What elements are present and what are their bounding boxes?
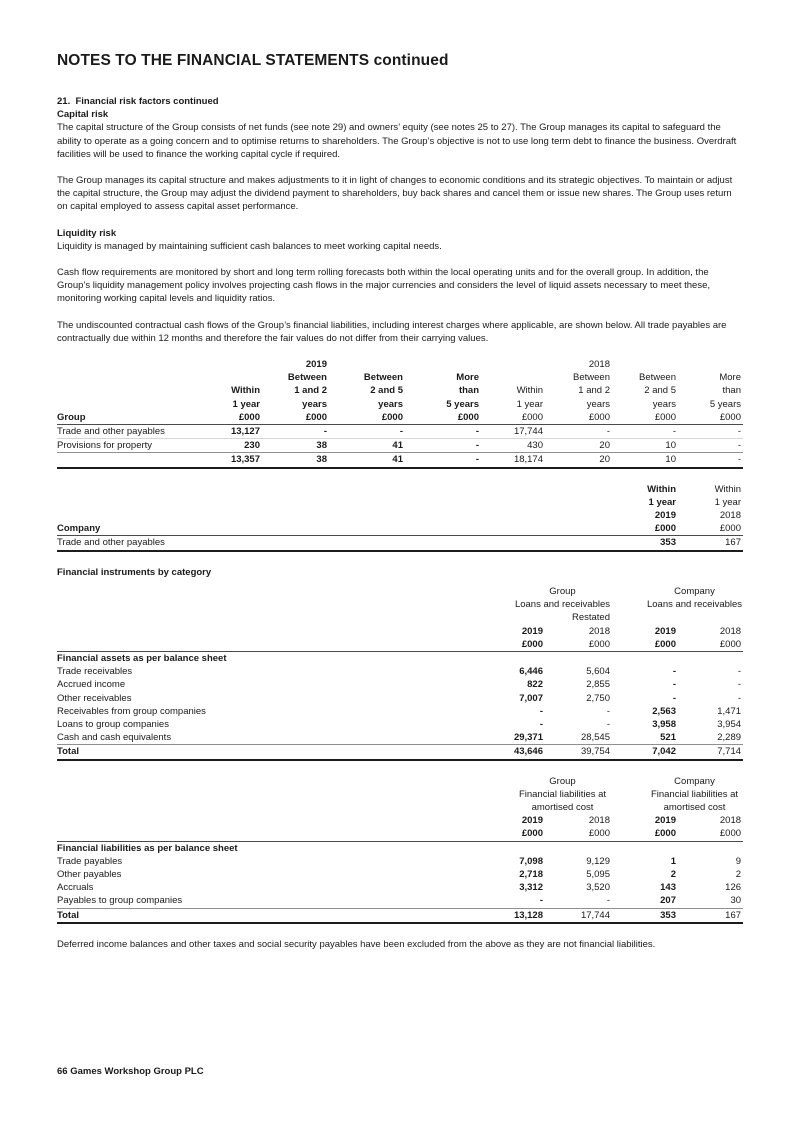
total-row <box>57 745 743 760</box>
cell-value: - <box>323 426 327 438</box>
column-header: £000 <box>545 411 612 425</box>
cell-value: 17,744 <box>545 908 612 923</box>
cell-value: - <box>399 426 403 438</box>
liquidity-paragraph-3: The undiscounted contractual cash flows of the Group’s financial liabilities, including interest charges where applicable, are shown below. All trade payables are contractually due within 12 months and therefore the fair values do not differ from their carrying values. <box>57 319 727 344</box>
header-row <box>57 398 743 411</box>
cell-value: 353 <box>660 537 676 549</box>
cell-value: - <box>672 666 676 678</box>
cell-value: 17,744 <box>513 426 543 438</box>
column-header: 2019 <box>521 625 543 637</box>
liquidity-risk-heading: Liquidity risk <box>57 227 117 239</box>
table-row <box>57 868 743 881</box>
column-header: Group <box>549 775 576 787</box>
column-header: Group <box>549 585 576 597</box>
column-header <box>57 814 479 827</box>
column-header: Company <box>674 775 715 787</box>
cell-value: 10 <box>612 453 678 468</box>
cell-value: 1 <box>670 855 676 867</box>
column-header <box>57 509 612 522</box>
section-row <box>57 651 743 665</box>
row-label: Trade and other payables <box>57 426 165 438</box>
column-header <box>57 775 479 788</box>
row-label: Other payables <box>57 868 122 880</box>
liquidity-paragraph-1: Liquidity is managed by maintaining sufficient cash balances to meet working capital needs. <box>57 240 442 252</box>
column-header: Loans and receivables <box>646 599 743 611</box>
column-header <box>57 496 612 509</box>
column-header <box>57 801 479 814</box>
column-header: 1 and 2 <box>578 385 610 397</box>
column-header: £000 <box>545 638 612 652</box>
cell-value: 521 <box>660 732 676 744</box>
header-row <box>57 585 743 598</box>
cell-value: - <box>737 679 742 691</box>
header-row <box>57 371 743 384</box>
cell-value: 7,007 <box>519 692 543 704</box>
company-liquidity-table <box>57 483 743 552</box>
cell-value: 126 <box>725 882 742 894</box>
column-header: 1 year <box>648 496 676 508</box>
capital-risk-heading: Capital risk <box>57 109 109 121</box>
cell-value: 143 <box>660 882 676 894</box>
cell-value: - <box>475 426 479 438</box>
cell-value: 20 <box>545 439 612 453</box>
column-header: 2018 <box>719 625 742 637</box>
cell-value: 822 <box>527 679 543 691</box>
column-header: amortised cost <box>663 801 726 813</box>
row-label: Other receivables <box>57 692 132 704</box>
row-label: Total <box>57 908 479 923</box>
cell-value: 167 <box>725 537 741 549</box>
column-header <box>195 358 262 371</box>
cell-value: 30 <box>730 895 742 907</box>
row-label: Trade payables <box>57 855 123 867</box>
cell-value: - <box>672 426 676 438</box>
table-row <box>57 894 743 908</box>
cell-value: - <box>678 439 743 453</box>
header-row <box>57 638 743 652</box>
column-header: Within <box>714 483 741 495</box>
table-row <box>57 678 743 691</box>
column-header: £000 <box>678 411 743 425</box>
table-row <box>57 665 743 678</box>
note-number-heading: 21. Financial risk factors continued <box>57 96 219 107</box>
column-header: More <box>719 372 741 384</box>
section-row <box>57 841 743 855</box>
column-header: Within <box>647 483 676 495</box>
column-header <box>405 358 481 371</box>
table-row <box>57 705 743 718</box>
cell-value: 7,714 <box>678 745 743 760</box>
total-row <box>57 453 743 468</box>
cell-value: 9 <box>735 855 742 867</box>
column-header <box>481 371 545 384</box>
column-header <box>481 358 545 371</box>
cell-value: 41 <box>329 453 405 468</box>
column-header: 2019 <box>521 815 543 827</box>
table-row <box>57 855 743 868</box>
column-header: £000 <box>612 522 678 536</box>
header-row <box>57 411 743 425</box>
column-header: £000 <box>405 411 481 425</box>
group-liquidity-table <box>57 358 743 469</box>
cell-value: - <box>405 439 481 453</box>
column-header: Between <box>573 372 610 384</box>
cell-value: 167 <box>678 908 743 923</box>
column-header: Between <box>363 372 403 384</box>
column-header <box>57 358 195 371</box>
cell-value: 13,127 <box>230 426 260 438</box>
column-header: £000 <box>195 411 262 425</box>
table-row <box>57 439 743 453</box>
cell-value: 1,471 <box>717 705 742 717</box>
column-header: £000 <box>678 522 743 536</box>
header-row <box>57 611 743 624</box>
cell-value: 38 <box>262 439 329 453</box>
cell-value: 3,520 <box>586 882 610 894</box>
table-row <box>57 692 743 705</box>
column-header: Company <box>57 522 612 536</box>
column-header: Within <box>516 385 543 397</box>
table-row <box>57 718 743 731</box>
cell-value: - <box>606 705 610 717</box>
column-header: 1 year <box>232 398 260 410</box>
table-row <box>57 536 743 551</box>
header-row <box>57 814 743 827</box>
cell-value: - <box>737 692 742 704</box>
financial-assets-table <box>57 585 743 761</box>
header-row <box>57 625 743 638</box>
cell-value: 3,954 <box>717 718 742 730</box>
column-header <box>57 384 195 397</box>
column-header: £000 <box>481 411 545 425</box>
column-header: 2018 <box>588 359 610 371</box>
column-header: 1 and 2 <box>294 385 327 397</box>
exclusion-note: Deferred income balances and other taxes and social security payables have been excluded from the above as they are not financial liabilities. <box>57 938 656 950</box>
cell-value: 2 <box>735 868 742 880</box>
financial-instruments-heading: Financial instruments by category <box>57 566 212 578</box>
cell-value: 18,174 <box>481 453 545 468</box>
column-header: Restated <box>571 612 610 624</box>
column-header: 2018 <box>719 510 741 522</box>
row-label: Loans to group companies <box>57 718 169 730</box>
header-row <box>57 598 743 611</box>
table-row <box>57 731 743 745</box>
cell-value: 13,128 <box>479 908 545 923</box>
cell-value: - <box>737 426 741 438</box>
cell-value: 10 <box>612 439 678 453</box>
cell-value: - <box>737 666 742 678</box>
column-header: Company <box>674 585 715 597</box>
column-header <box>57 611 479 624</box>
column-header: Financial liabilities at <box>650 788 739 800</box>
column-header <box>57 638 479 652</box>
column-header: 2018 <box>719 815 742 827</box>
column-header: More <box>456 372 479 384</box>
section-label: Financial liabilities as per balance sheet <box>57 842 238 854</box>
header-row <box>57 509 743 522</box>
header-row <box>57 801 743 814</box>
cell-value: - <box>672 679 676 691</box>
column-header: Within <box>231 385 260 397</box>
cell-value: 43,646 <box>479 745 545 760</box>
header-row <box>57 827 743 841</box>
column-header: 5 years <box>709 398 741 410</box>
cell-value: 5,095 <box>586 868 610 880</box>
cell-value: 7,098 <box>519 855 543 867</box>
column-header <box>57 398 195 411</box>
table-row <box>57 425 743 439</box>
cell-value: - <box>539 718 543 730</box>
column-header <box>329 358 405 371</box>
column-header: years <box>302 398 327 410</box>
row-label: Receivables from group companies <box>57 705 206 717</box>
liquidity-paragraph-2: Cash flow requirements are monitored by short and long term rolling forecasts both within the local operating units and for the overall group. In addition, the Group’s liquidity management policy involves projecting cash flows in the major currencies and considers the level of liquid assets necessary to meet these, monitoring working capital levels and liquidity ratios. <box>57 267 711 305</box>
column-header <box>479 611 545 624</box>
column-header: £000 <box>612 638 678 652</box>
cell-value: - <box>606 718 610 730</box>
table-row <box>57 881 743 894</box>
cell-value: 353 <box>612 908 678 923</box>
cell-value: 6,446 <box>519 666 543 678</box>
capital-risk-paragraph-1: The capital structure of the Group consists of net funds (see note 29) and owners’ equity (see notes 25 to 27). The Group manages its capital to safeguard the ability to operate as a going concern and to optimise returns to shareholders. The Group’s objective is not to use long term debt to finance the business. Overdraft facilities will be used to finance the working capital cycle if required. <box>57 122 737 160</box>
header-row <box>57 496 743 509</box>
row-label: Provisions for property <box>57 439 195 453</box>
column-header: £000 <box>479 638 545 652</box>
column-header <box>612 358 678 371</box>
cell-value: 7,042 <box>612 745 678 760</box>
cell-value: 38 <box>262 453 329 468</box>
header-row <box>57 483 743 496</box>
column-header: £000 <box>262 411 329 425</box>
cell-value: 2,563 <box>652 705 676 717</box>
cell-value: - <box>606 426 610 438</box>
column-header <box>57 483 612 496</box>
column-header: 2019 <box>305 359 327 371</box>
column-header: £000 <box>678 827 743 841</box>
column-header: £000 <box>545 827 612 841</box>
cell-value: 13,357 <box>195 453 262 468</box>
cell-value: 230 <box>195 439 262 453</box>
header-row <box>57 775 743 788</box>
cell-value: - <box>678 453 743 468</box>
header-row <box>57 788 743 801</box>
column-header: Between <box>287 372 327 384</box>
cell-value: - <box>405 453 481 468</box>
financial-liabilities-table <box>57 775 743 924</box>
page-title: NOTES TO THE FINANCIAL STATEMENTS continued <box>57 52 449 69</box>
column-header: 2019 <box>654 510 676 522</box>
column-header: 2 and 5 <box>644 385 676 397</box>
column-header <box>678 611 743 624</box>
cell-value: - <box>606 895 610 907</box>
cell-value: 2 <box>670 868 676 880</box>
cell-value: 29,371 <box>513 732 543 744</box>
cell-value: 3,312 <box>519 882 543 894</box>
cell-value: 2,289 <box>717 732 742 744</box>
row-label: Accrued income <box>57 679 126 691</box>
column-header: than <box>722 385 741 397</box>
column-header: than <box>458 385 479 397</box>
row-label: Total <box>57 745 479 760</box>
cell-value: 28,545 <box>580 732 610 744</box>
page-footer: 66 Games Workshop Group PLC <box>57 1066 204 1077</box>
header-row <box>57 358 743 371</box>
column-header <box>57 625 479 638</box>
cell-value: 20 <box>545 453 612 468</box>
column-header: Between <box>639 372 676 384</box>
total-row <box>57 908 743 923</box>
column-header: years <box>586 398 610 410</box>
column-header <box>612 611 678 624</box>
row-label: Payables to group companies <box>57 895 183 907</box>
column-header <box>57 598 479 611</box>
cell-value: - <box>539 895 543 907</box>
cell-value: 39,754 <box>545 745 612 760</box>
cell-value: 3,958 <box>652 718 676 730</box>
row-label <box>57 453 195 468</box>
cell-value: 2,718 <box>519 868 543 880</box>
row-label: Cash and cash equivalents <box>57 732 172 744</box>
column-header: £000 <box>612 827 678 841</box>
cell-value: 2,855 <box>586 679 610 691</box>
capital-risk-paragraph-2: The Group manages its capital structure and makes adjustments to it in light of changes to economic conditions and its strategic objectives. To maintain or adjust the capital structure, the Group may adjust the dividend payment to shareholders, buy back shares and cancel them or issue new shares. The Group uses return on capital employed to assess capital asset performance. <box>57 175 733 213</box>
column-header: 5 years <box>446 398 479 410</box>
column-header: Group <box>57 411 195 425</box>
cell-value: - <box>539 705 543 717</box>
column-header: 2018 <box>588 815 610 827</box>
column-header: 2018 <box>588 625 610 637</box>
column-header: £000 <box>479 827 545 841</box>
column-header: £000 <box>612 411 678 425</box>
header-row <box>57 522 743 536</box>
column-header: 2 and 5 <box>370 385 403 397</box>
column-header <box>678 358 743 371</box>
cell-value: 5,604 <box>586 666 610 678</box>
column-header <box>57 827 479 841</box>
column-header <box>57 371 195 384</box>
cell-value: 430 <box>481 439 545 453</box>
column-header: Loans and receivables <box>514 599 611 611</box>
column-header: 2019 <box>654 625 676 637</box>
column-header: £000 <box>329 411 405 425</box>
header-row <box>57 384 743 397</box>
column-header: 1 year <box>516 398 543 410</box>
column-header <box>195 371 262 384</box>
cell-value: 2,750 <box>586 692 610 704</box>
column-header: £000 <box>678 638 743 652</box>
cell-value: 207 <box>660 895 676 907</box>
column-header: Financial liabilities at <box>518 788 607 800</box>
cell-value: 9,129 <box>586 855 610 867</box>
column-header: years <box>378 398 403 410</box>
section-label: Financial assets as per balance sheet <box>57 652 227 664</box>
column-header: years <box>652 398 676 410</box>
column-header <box>57 788 479 801</box>
column-header: amortised cost <box>531 801 594 813</box>
row-label: Accruals <box>57 882 94 894</box>
column-header <box>57 585 479 598</box>
cell-value: - <box>672 692 676 704</box>
column-header: 2019 <box>654 815 676 827</box>
cell-value: 41 <box>329 439 405 453</box>
row-label: Trade receivables <box>57 666 133 678</box>
row-label: Trade and other payables <box>57 537 165 549</box>
column-header: 1 year <box>714 496 741 508</box>
